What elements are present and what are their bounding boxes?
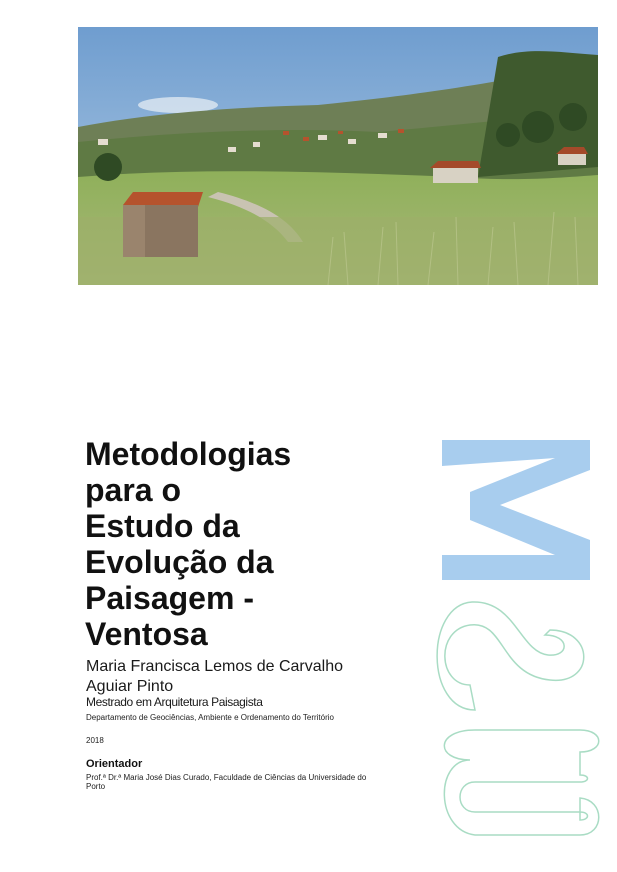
msc-s-letter: [437, 602, 584, 710]
title-line: Metodologias: [85, 436, 292, 472]
supervisor-name: Prof.ª Dr.ª Maria José Dias Curado, Faculdade de Ciências da Universidade do Porto: [86, 773, 367, 791]
document-title: [85, 436, 385, 652]
title-line: Estudo da: [85, 508, 240, 544]
msc-degree-mark: [430, 430, 610, 850]
year: 2018: [86, 736, 104, 745]
supervisor-label: Orientador: [86, 758, 143, 770]
msc-logo: [430, 430, 610, 850]
course-name: Mestrado em Arquitetura Paisagista: [86, 695, 263, 709]
author-line: Maria Francisca Lemos de Carvalho: [86, 658, 343, 675]
department-name: Departamento de Geociências, Ambiente e Ordenamento do Território: [86, 713, 334, 722]
title-line: Ventosa: [85, 616, 208, 652]
author-name: [86, 657, 386, 697]
author-line: Aguiar Pinto: [86, 678, 174, 695]
msc-c-letter: [444, 730, 598, 835]
landscape-photo: [78, 27, 598, 285]
title-line: Evolução da: [85, 544, 274, 580]
msc-m-letter: [442, 440, 590, 580]
cover-photo: [78, 27, 598, 285]
title-line: para o: [85, 472, 182, 508]
title-line: Paisagem -: [85, 580, 254, 616]
